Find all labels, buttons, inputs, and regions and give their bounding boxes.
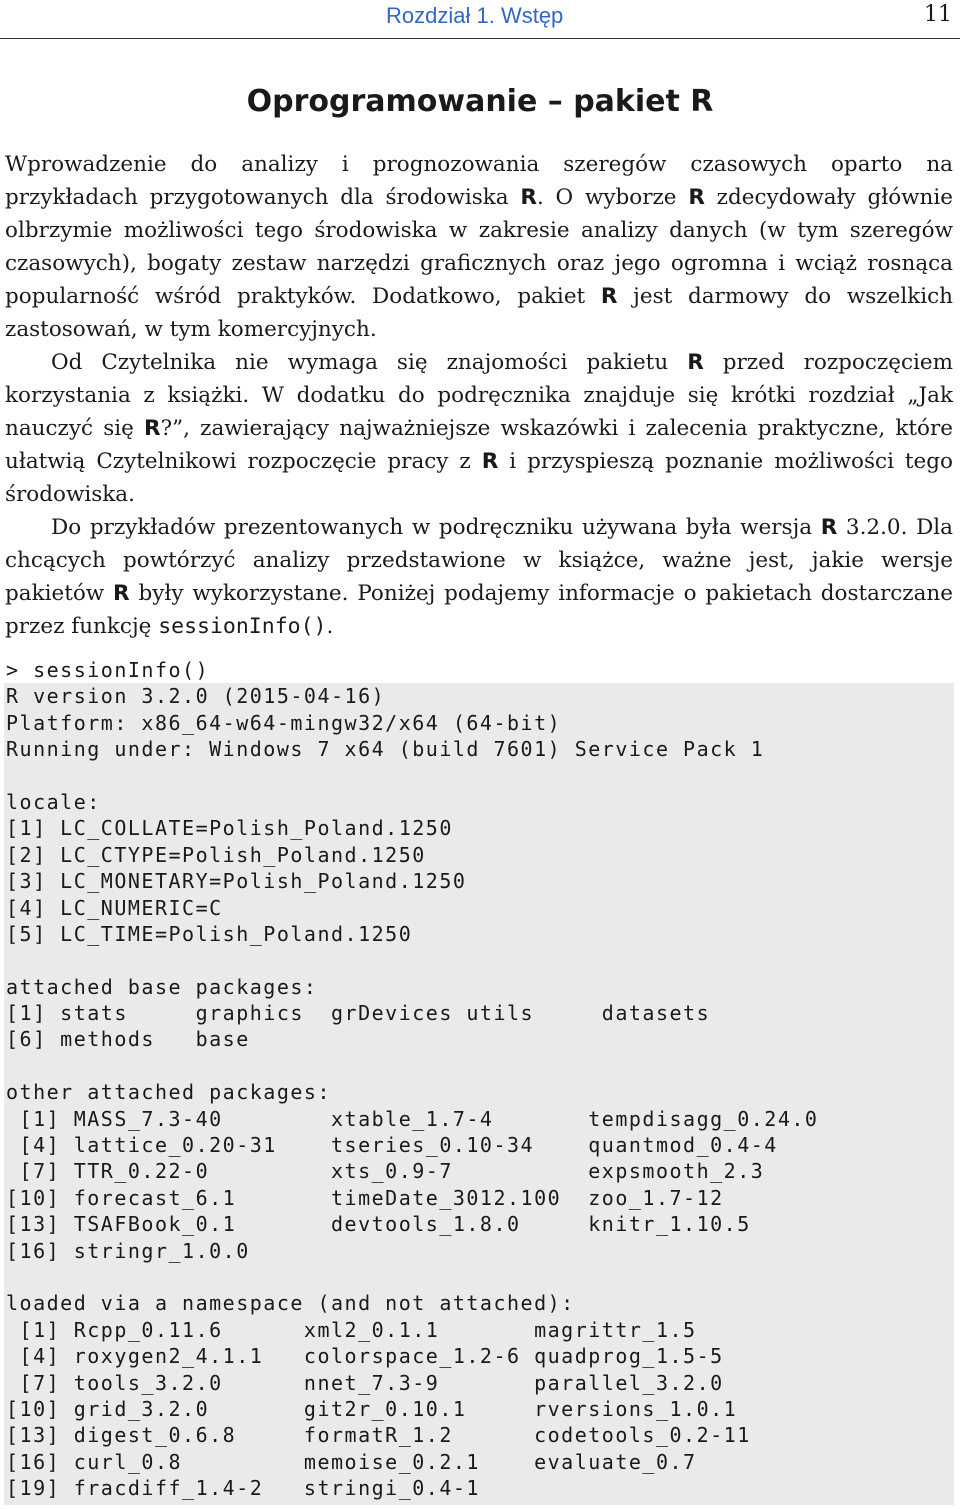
code-line: [7] TTR_0.22-0 xts_0.9-7 expsmooth_2.3 xyxy=(6,1159,765,1184)
paragraph-2: Od Czytelnika nie wymaga się znajomości pakietu R przed rozpoczęciem korzystania z książki. W dodatku do podręcznika znajduje się krótki rozdział „Jak nauczyć się R?”, zawierający najważniejsze wskazówki i zalecenia praktyczne, które ułatwią Czytelnikowi rozpoczęcie pracy z R i przyspieszą poznanie możliwości tego środowiska. xyxy=(5,350,953,507)
code-line: [16] curl_0.8 memoise_0.2.1 evaluate_0.7 xyxy=(6,1449,697,1474)
code-line: [4] roxygen2_4.1.1 colorspace_1.2-6 quadprog_1.5-5 xyxy=(6,1344,724,1369)
code-prompt: > sessionInfo() xyxy=(0,657,956,683)
code-line: [1] LC_COLLATE=Polish_Poland.1250 xyxy=(6,816,453,841)
code-line: [5] LC_TIME=Polish_Poland.1250 xyxy=(6,921,413,946)
inline-code: sessionInfo() xyxy=(158,614,327,639)
paragraph-1: Wprowadzenie do analizy i prognozowania szeregów czasowych oparto na przykładach przygotowanych dla środowiska R. O wyborze R zdecydowały głównie olbrzymie możliwości tego środowiska w zakresie analizy danych (w tym szeregów czasowych), bogaty zestaw narzędzi graficznych oraz jego ogromna i wciąż rosnąca popularność wśród praktyków. Dodatkowo, pakiet R jest darmowy do wszelkich zastosowań, w tym komercyjnych. xyxy=(5,152,953,342)
code-line xyxy=(6,763,954,789)
code-line: [7] tools_3.2.0 nnet_7.3-9 parallel_3.2.0 xyxy=(6,1370,724,1395)
chapter-title: Rozdział 1. Wstęp xyxy=(386,3,564,28)
code-line: [13] digest_0.6.8 formatR_1.2 codetools_0.2-11 xyxy=(6,1423,751,1448)
code-line: [10] forecast_6.1 timeDate_3012.100 zoo_1.7-12 xyxy=(6,1185,724,1210)
code-line: [1] Rcpp_0.11.6 xml2_0.1.1 magrittr_1.5 xyxy=(6,1317,697,1342)
code-line: [10] grid_3.2.0 git2r_0.10.1 rversions_1.0.1 xyxy=(6,1396,738,1421)
code-line: [19] fracdiff_1.4-2 stringi_0.4-1 xyxy=(6,1476,480,1501)
code-line: other attached packages: xyxy=(6,1080,331,1105)
code-line: [1] MASS_7.3-40 xtable_1.7-4 tempdisagg_0.24.0 xyxy=(6,1106,819,1131)
page-number: 11 xyxy=(924,2,952,27)
body-text xyxy=(5,148,953,643)
paragraph-3: Do przykładów prezentowanych w podręczniku używana była wersja R 3.2.0. Dla chcących powtórzyć analizy przedstawione w książce, ważne jest, jakie wersje pakietów R były wykorzystane. Poniżej podajemy informacje o pakietach dostarczane przez funkcję sessionInfo(). xyxy=(5,515,953,639)
code-line: locale: xyxy=(6,789,101,814)
code-line: [16] stringr_1.0.0 xyxy=(6,1238,250,1263)
code-line: [3] LC_MONETARY=Polish_Poland.1250 xyxy=(6,869,467,894)
code-line xyxy=(6,947,954,973)
code-line xyxy=(6,1053,954,1079)
code-line: attached base packages: xyxy=(6,974,318,999)
code-line: [2] LC_CTYPE=Polish_Poland.1250 xyxy=(6,842,426,867)
code-line: loaded via a namespace (and not attached): xyxy=(6,1291,575,1316)
code-line: [1] stats graphics grDevices utils datasets xyxy=(6,1001,711,1026)
code-listing xyxy=(4,657,954,1505)
code-line: [4] lattice_0.20-31 tseries_0.10-34 quantmod_0.4-4 xyxy=(6,1133,778,1158)
section-title: Oprogramowanie – pakiet R xyxy=(246,84,714,119)
code-line xyxy=(6,1264,954,1290)
code-line: [6] methods base xyxy=(6,1027,250,1052)
code-line: Running under: Windows 7 x64 (build 7601) Service Pack 1 xyxy=(6,737,765,762)
code-line: R version 3.2.0 (2015-04-16) xyxy=(6,684,386,709)
code-line: [4] LC_NUMERIC=C xyxy=(6,895,223,920)
code-line: Platform: x86_64-w64-mingw32/x64 (64-bit) xyxy=(6,710,562,735)
code-line: [13] TSAFBook_0.1 devtools_1.8.0 knitr_1.10.5 xyxy=(6,1212,751,1237)
page-header xyxy=(0,0,960,39)
